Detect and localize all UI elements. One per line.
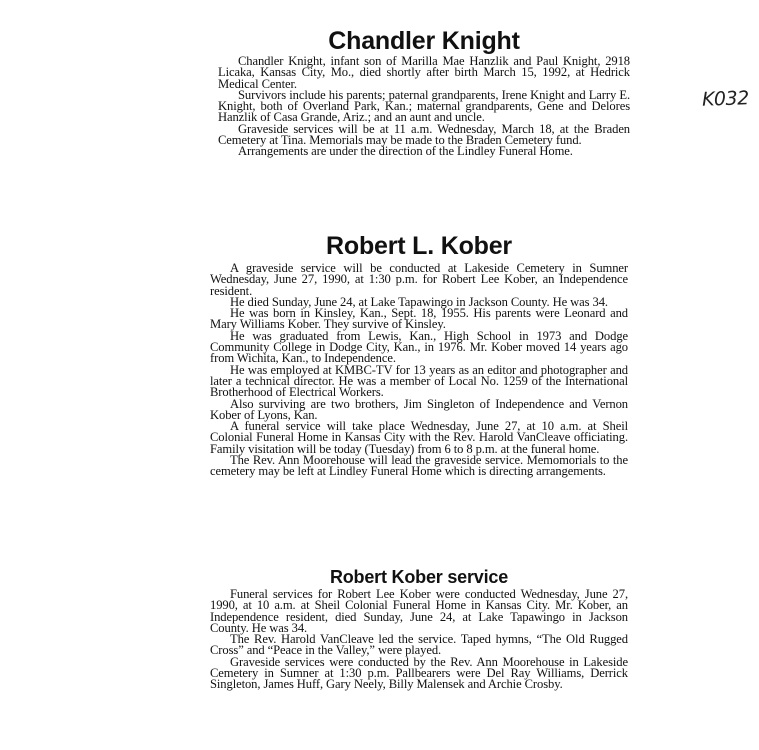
article-paragraph: Funeral services for Robert Lee Kober were conducted Wednesday, June 27, 1990, at 10 a.m. at Sheil Colonial Funeral Home in Kansas City. Mr. Kober, an Independence resident, died Sunday, June 24, at Lake Tapawingo in Jackson County. He was 34. xyxy=(210,587,628,635)
article-paragraph: A graveside service will be conducted at Lakeside Cemetery in Sumner Wednesday, June 27, 1990, at 1:30 p.m. for Robert Lee Kober, an Independence resident. xyxy=(210,261,628,298)
article-paragraph: Graveside services were conducted by the Rev. Ann Moorehouse in Lakeside Cemetery in Sumner at 1:30 p.m. Pallbearers were Del Ray Williams, Derrick Singleton, James Huff, Gary Neely, Billy Malensek and Archie Crosby. xyxy=(210,654,628,692)
article-paragraph: A funeral service will take place Wednesday, June 27, at 10 a.m. at Sheil Colonial Funeral Home in Kansas City with the Rev. Harold VanCleave officiating. Family visitation will be today (Tuesday) from 6 to 8 p.m. at the funeral home. xyxy=(210,419,628,456)
article-headline: Robert Kober service xyxy=(329,567,509,587)
article-paragraph: Also surviving are two brothers, Jim Singleton of Independence and Vernon Kober of Lyons, Kan. xyxy=(210,396,628,422)
filing-code-annotation: K032 xyxy=(701,87,750,111)
article-paragraph: The Rev. Ann Moorehouse will lead the graveside service. Memomorials to the cemetery may be left at Lindley Funeral Home which is directing arrangements. xyxy=(210,453,628,479)
article-paragraph: Graveside services will be at 11 a.m. Wednesday, March 18, at the Braden Cemetery at Tina. Memorials may be made to the Braden Cemetery fund. xyxy=(218,121,630,148)
article-paragraph: He died Sunday, June 24, at Lake Tapawingo in Jackson County. He was 34. xyxy=(230,294,608,309)
article-paragraph: Arrangements are under the direction of the Lindley Funeral Home. xyxy=(238,144,573,159)
article-paragraph: Chandler Knight, infant son of Marilla Mae Hanzlik and Paul Knight, 2918 Licaka, Kansas City, Mo., died shortly after birth March 15, 1992, at Hedrick Medical Center. xyxy=(218,54,630,91)
article-paragraph: He was born in Kinsley, Kan., Sept. 18, 1955. His parents were Leonard and Mary Williams Kober. They survive of Kinsley. xyxy=(210,306,628,332)
obituary-chandler-knight xyxy=(218,26,630,158)
article-paragraph: He was employed at KMBC-TV for 13 years as an editor and photographer and later a technical director. He was a member of Local No. 1259 of the International Brotherhood of Electrical Workers. xyxy=(210,362,628,400)
article-paragraph: He was graduated from Lewis, Kan., High School in 1973 and Dodge Community College in Dodge City, Kan., in 1976. Mr. Kober moved 14 years ago from Wichita, Kan., to Independence. xyxy=(210,328,628,366)
article-headline: Chandler Knight xyxy=(328,27,520,55)
article-paragraph: The Rev. Harold VanCleave led the service. Taped hymns, “The Old Rugged Cross” and “Peace in the Valley,” were played. xyxy=(210,632,628,658)
obituary-robert-l-kober xyxy=(210,231,628,478)
article-paragraph: Survivors include his parents; paternal grandparents, Irene Knight and Larry E. Knight, both of Overland Park, Kan.; maternal grandparents, Gene and Delores Hanzlik of Casa Grande, Ariz.; and an aunt and uncle. xyxy=(218,87,630,125)
article-headline: Robert L. Kober xyxy=(326,232,512,260)
obituary-robert-kober-service xyxy=(210,566,628,691)
